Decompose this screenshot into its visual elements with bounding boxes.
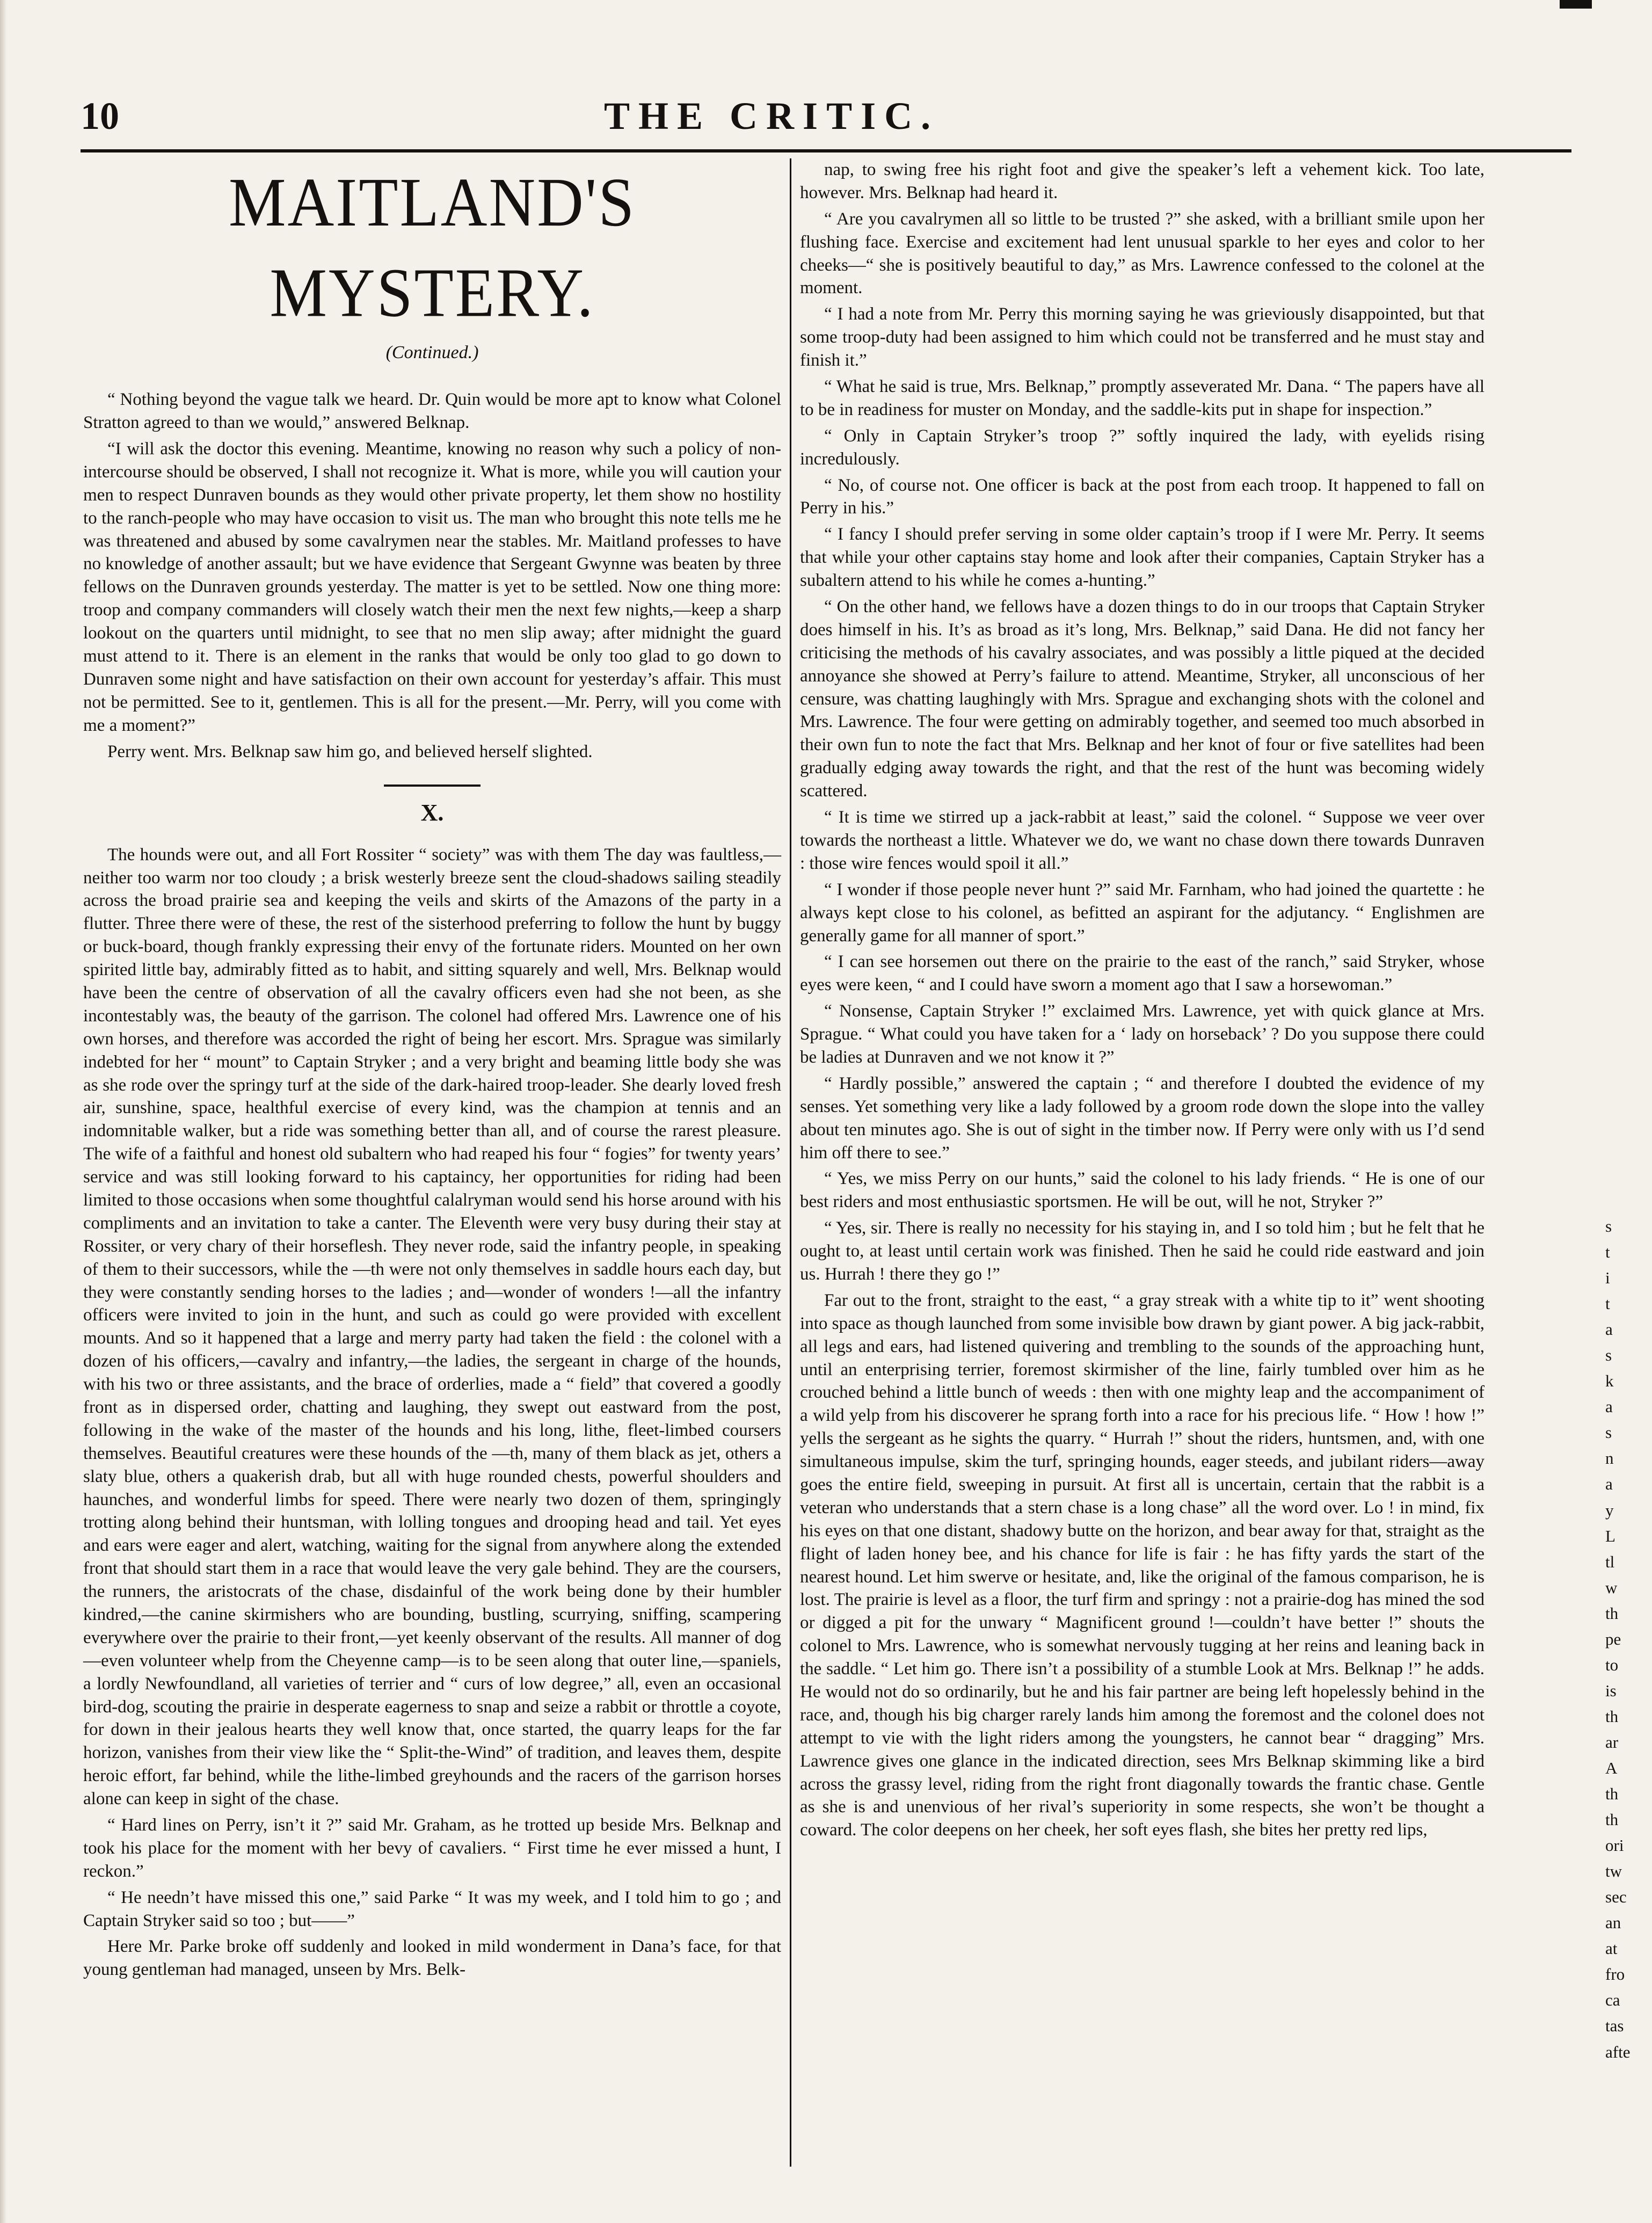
section-divider [384,784,481,787]
margin-fragment: th [1605,1784,1619,1804]
paragraph: nap, to swing free his right foot and give the speaker’s left a vehement kick. Too late, however. Mrs. Belknap had heard it. [800,160,1484,202]
margin-fragment: L [1605,1526,1615,1545]
margin-fragment: k [1605,1371,1614,1391]
margin-fragment: an [1605,1913,1621,1933]
margin-fragment: th [1605,1706,1619,1726]
continued-note: (Continued.) [385,343,479,362]
article-title: MAITLAND'S MYSTERY. [228,163,636,331]
margin-fragment: afte [1605,2042,1631,2061]
margin-fragment: s [1605,1217,1612,1236]
paragraph: “I will ask the doctor this evening. Meantime, knowing no reason why such a policy of non-intercourse should be observed, I shall not recognize it. What is more, while you will caution your men to respect Dunraven bounds as they would other private property, let them show no hostility to the ranch-people who may have occasion to visit us. The man who brought this note tells me he was threatened and abused by some cavalrymen near the stables. Mr. Maitland professes to have no knowledge of another assault; but we have evidence that Sergeant Gwynne was beaten by three fellows on the Dunraven grounds yesterday. The matter is yet to be settled. Now one thing more: troop and company commanders will closely watch their men the next few nights,—keep a sharp lookout on the quarters until midnight, to see that no men slip away; after midnight the guard must attend to it. There is an element in the ranks that would be only too glad to go down to Dunraven some night and have satisfaction on their own account for yesterday’s affair. This must not be permitted. See to it, gentlemen. This is all for the present.—Mr. Perry, will you come with me a moment?” [83,439,781,735]
paragraph: “ Nothing beyond the vague talk we heard. Dr. Quin would be more apt to know what Colonel Stratton agreed to than we would,” answered Belknap. [83,390,781,433]
paragraph: The hounds were out, and all Fort Rossiter “ society” was with them The day was faultless,—neither too warm nor too cloudy ; a brisk westerly breeze sent the cloud-shadows sailing steadily across the broad prairie sea and keeping the veils and skirts of the Amazons of the party in a flutter. Three there were of these, the rest of the sisterhood preferring to follow the hunt by buggy or buck-board, though frankly expressing their envy of the fortunate riders. Mounted on her own spirited little bay, admirably fitted as to habit, and sitting squarely and well, Mrs. Belknap would have been the centre of observation of all the cavalry officers even had she not been, as she incontestably was, the beauty of the garrison. The colonel had offered Mrs. Lawrence one of his own horses, and therefore was accorded the right of being her escort. Mrs. Sprague was similarly indebted for her “ mount” to Captain Stryker ; and a very bright and beaming little body she was as she rode over the springy turf at the side of the dark-haired troop-leader. She dearly loved fresh air, sunshine, space, healthful exercise of every kind, was the champion at tennis and an indomnitable walker, but a ride was something better than all, and of course the rarest pleasure. The wife of a faithful and honest old subaltern who had reaped his four “ fogies” for twenty years’ service and was still looking forward to his captaincy, her opportunities for riding had been limited to those occasions when some thoughtful calalryman would send his horse around with his compliments and an invitation to take a canter. The Eleventh were very busy during their stay at Rossiter, or very chary of their horseflesh. They never rode, said the infantry people, in speaking of them to their successors, while the —th were not only themselves in saddle hours each day, but they were constantly sending horses to the ladies ; and—wonder of wonders !—all the infantry officers were invited to join in the hunt, and such as could go were provided with excellent mounts. And so it happened that a large and merry party had taken the field : the colonel with a dozen of his officers,—cavalry and infantry,—the ladies, the sergeant in charge of the hounds, with his two or three assistants, and the brace of orderlies, made a “ field” that covered a goodly front as in dispersed order, chatting and laughing, they swept out eastward from the post, following in the wake of the master of the hounds and his long, lithe, fleet-limbed coursers themselves. Beautiful creatures were these hounds of the —th, many of them black as jet, others a slaty blue, others a quakerish drab, but all with huge rounded chests, powerful shoulders and haunches, and wonderful limbs for speed. There were nearly two dozen of them, springingly trotting along behind their huntsman, with lolling tongues and drooping head and tail. Yet eyes and ears were eager and alert, watching, waiting for the signal from anywhere along the extended front that should start them in a race that would leave the very gale behind. They are the coursers, the runners, the aristocrats of the chase, disdainful of the work being done by their humbler kindred,—the canine skirmishers who are bounding, bustling, scurrying, sniffing, scampering everywhere over the prairie to their front,—yet keenly observant of the results. All manner of dog—even volunteer whelp from the Cheyenne camp—is to be seen along that outer line,—spaniels, a lordly Newfoundland, all varieties of terrier and “ curs of low degree,” all, even an occasional bird-dog, scouting the prairie in desperate eagerness to snap and seize a rabbit or throttle a coyote, for down in their jealous hearts they well know that, once started, the quarry leaps for the far horizon, vanishes from their view like the “ Split-the-Wind” of tradition, and leaves them, despite heroic effort, far behind, while the lithe-limbed greyhounds and the racers of the garrison horses alone can keep in sight of the chase. [83,845,781,1809]
margin-fragment: pe [1605,1629,1621,1648]
paragraph: “ Hardly possible,” answered the captain ; “ and therefore I doubted the evidence of my senses. Yet something very like a lady followed by a groom rode down the slope into the valley about ten minutes ago. She is out of sight in the timber now. If Perry were only with us I’d send him off there to see.” [800,1073,1484,1163]
paragraph: Here Mr. Parke broke off suddenly and looked in mild wonderment in Dana’s face, for that young gentleman had managed, unseen by Mrs. Belk- [83,1937,781,1980]
paragraph: Far out to the front, straight to the east, “ a gray streak with a white tip to it” went shooting into space as though launched from some invisible bow drawn by giant power. A big jack-rabbit, all legs and ears, had listened quivering and trembling to the sounds of the approaching hunt, until an enterprising terrier, foremost skirmisher of the line, fairly tumbled over him as he crouched behind a little bunch of weeds : then with one mighty leap and the accompaniment of a wild yelp from his discoverer he sprang forth into a race for his precious life. “ How ! how !” yells the sergeant as he sights the quarry. “ Hurrah !” shout the riders, huntsmen, and, with one simultaneous impulse, skim the turf, springing hounds, eager steeds, and jubilant riders—away goes the entire field, sweeping in pursuit. At first all is uncertain, certain that the rabbit is a veteran who understands that a stern chase is a long chase” all the word over. Lo ! in mind, fix his eyes on that one distant, shadowy butte on the horizon, and bear away for that, straight as the flight of laden honey bee, and his chance for life is fair : he has fifty yards the start of the nearest hound. Let him swerve or hesitate, and, like the original of the famous comparison, he is lost. The prairie is level as a floor, the turf firm and springy : not a prairie-dog has mined the sod or digged a pit for the unwary “ Magnificent ground !—couldn’t have better !” shouts the colonel to Mrs. Lawrence, who is somewhat nervously tugging at her reins and leaning back in the saddle. “ Let him go. There isn’t a possibility of a stumble Look at Mrs. Belknap !” he adds. He would not do so ordinarily, but he and his fair partner are being left hopelessly behind in the race, and, though his big charger rarely lands him among the foremost and the colonel does not attempt to vie with the light riders among the youngsters, he cannot bear “ dragging” Mrs. Lawrence gives one glance in the indicated direction, sees Mrs Belknap skimming like a bird across the grassy level, riding from the right front diagonally towards the frantic chase. Gentle as she is and unenvious of her rival’s superiority in some respects, she won’t be thought a coward. The color deepens on her cheek, her soft eyes flash, she bites her pretty red lips, [800,1290,1484,1840]
paragraph: “ I had a note from Mr. Perry this morning saying he was grieviously disappointed, but that some troop-duty had been assigned to him which could not be transferred and he must stay and finish it.” [800,304,1484,370]
right-column-text [800,158,1484,1842]
page-edge-shadow [0,0,6,2223]
header-rule [81,149,1571,152]
margin-fragment: w [1605,1578,1618,1597]
running-title: THE CRITIC. [604,95,940,137]
margin-fragment: tas [1605,2016,1624,2036]
paragraph: “ Hard lines on Perry, isn’t it ?” said Mr. Graham, as he trotted up beside Mrs. Belknap and took his place for the moment with her bevy of cavaliers. “ First time he ever missed a hunt, I reckon.” [83,1815,781,1881]
corner-mark [1560,0,1592,9]
section-number: X. [420,800,444,826]
paragraph: “ Nonsense, Captain Stryker !” exclaimed Mrs. Lawrence, yet with quick glance at Mrs. Sprague. “ What could you have taken for a ‘ lady on horseback’ ? Do you suppose there could be ladies at Dunraven and we not know it ?” [800,1001,1484,1067]
paragraph: “ On the other hand, we fellows have a dozen things to do in our troops that Captain Stryker does himself in his. It’s as broad as it’s long, Mrs. Belknap,” said Dana. He did not fancy her criticising the methods of his cavalry associates, and was possibly a little piqued at the decided annoyance she showed at Perry’s failure to attend. Meantime, Stryker, all unconscious of her censure, was chatting laughingly with Mrs. Sprague and exchanging shots with the colonel and Mrs. Lawrence. The four were getting on admirably together, and seemed too much absorbed in their own fun to note the fact that Mrs. Belknap and her knot of four or five satellites had been gradually edging away towards the right, and that the rest of the hunt was becoming widely scattered. [800,597,1484,801]
adjacent-page-fragment [1605,1214,1648,2061]
margin-fragment: tw [1605,1862,1622,1881]
paragraph: “ I fancy I should prefer serving in some older captain’s troop if I were Mr. Perry. It seems that while your other captains stay home and look after their companies, Captain Stryker has a subaltern attend to his while he comes a-hunting.” [800,525,1484,591]
paragraph: “ He needn’t have missed this one,” said Parke “ It was my week, and I told him to go ; and Captain Stryker said so too ; but——” [83,1887,781,1930]
right-column [800,158,1484,2167]
paragraph: “ I wonder if those people never hunt ?” said Mr. Farnham, who had joined the quartette : he always kept close to his colonel, as befitted an aspirant for the adjutancy. “ Englishmen are generally game for all manner of sport.” [800,880,1484,946]
paragraph: “ No, of course not. One officer is back at the post from each troop. It happened to fall on Perry in his.” [800,475,1484,518]
margin-fragment: is [1605,1681,1617,1700]
paragraph: “ Yes, we miss Perry on our hunts,” said the colonel to his lady friends. “ He is one of our best riders and most enthusiastic sportsmen. He will be out, will he not, Stryker ?” [800,1169,1484,1212]
margin-fragment: t [1605,1243,1610,1262]
margin-fragment: i [1605,1268,1610,1288]
paragraph: “ I can see horsemen out there on the prairie to the east of the ranch,” said Stryker, whose eyes were keen, “ and I could have sworn a moment ago that I saw a horsewoman.” [800,952,1484,995]
margin-fragment: fro [1605,1965,1625,1984]
margin-fragment: y [1605,1500,1614,1520]
margin-fragment: ar [1605,1732,1619,1752]
column-divider [790,158,791,2167]
margin-fragment: th [1605,1603,1619,1623]
margin-fragment: to [1605,1655,1619,1674]
page-number: 10 [81,95,119,137]
margin-fragment: ca [1605,1990,1620,2010]
margin-fragment: th [1605,1810,1619,1829]
left-column [83,158,781,2167]
margin-fragment: s [1605,1346,1612,1365]
margin-fragment: n [1605,1449,1614,1468]
paragraph: “ Only in Captain Stryker’s troop ?” softly inquired the lady, with eyelids rising incredulously. [800,426,1484,469]
margin-fragment: A [1605,1758,1618,1777]
margin-fragment: ori [1605,1836,1624,1855]
paragraph: “ Yes, sir. There is really no necessity for his staying in, and I so told him ; but he felt that he ought to, at least until certain work was finished. Then he said he could ride eastward and join us. Hurrah ! there they go !” [800,1218,1484,1284]
margin-fragment: t [1605,1294,1610,1313]
margin-fragment: a [1605,1320,1613,1339]
left-column-text-part1 [83,388,781,763]
paragraph: “ Are you cavalrymen all so little to be trusted ?” she asked, with a brilliant smile upon her flushing face. Exercise and excitement had lent unusual sparkle to her eyes and color to her cheeks—“ she is positively beautiful to day,” as Mrs. Lawrence confessed to the colonel at the moment. [800,209,1484,298]
margin-fragment: sec [1605,1887,1627,1907]
margin-fragment: tl [1605,1552,1615,1571]
left-column-text-part2 [83,844,781,1982]
paragraph: Perry went. Mrs. Belknap saw him go, and believed herself slighted. [107,742,593,761]
margin-fragment: s [1605,1423,1612,1442]
paragraph: “ It is time we stirred up a jack-rabbit at least,” said the colonel. “ Suppose we veer over towards the northeast a little. Whatever we do, we want no chase down there towards Dunraven : those wire fences would spoil it all.” [800,808,1484,873]
margin-fragment: a [1605,1397,1613,1416]
paragraph: “ What he said is true, Mrs. Belknap,” promptly asseverated Mr. Dana. “ The papers have all to be in readiness for muster on Monday, and the saddle-kits put in shape for inspection.” [800,377,1484,419]
margin-fragment: a [1605,1474,1613,1494]
margin-fragment: at [1605,1939,1618,1958]
